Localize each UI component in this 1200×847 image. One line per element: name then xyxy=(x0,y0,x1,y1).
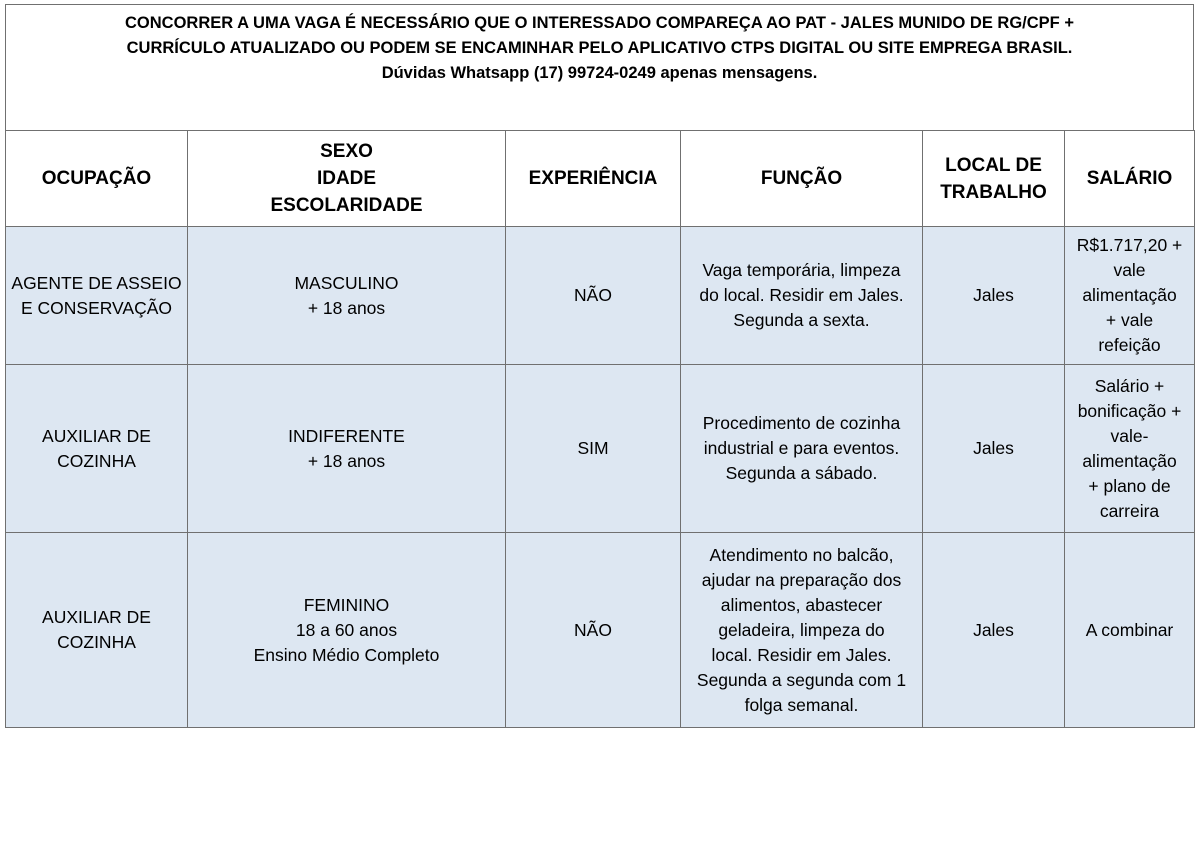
header-local-line-2: TRABALHO xyxy=(940,181,1047,203)
cell-salario xyxy=(1065,365,1195,533)
cell-local: Jales xyxy=(923,365,1065,533)
table-row xyxy=(6,227,1195,365)
cell-line: ajudar na preparação dos xyxy=(701,569,902,590)
cell-line: bonificação + xyxy=(1077,400,1182,421)
cell-line: Salário + xyxy=(1094,375,1165,396)
cell-line: Atendimento no balcão, xyxy=(709,544,894,565)
cell-line: COZINHA xyxy=(57,450,136,471)
cell-line: E CONSERVAÇÃO xyxy=(20,297,173,318)
table-header-row xyxy=(6,131,1195,227)
cell-line: Segunda a segunda com 1 xyxy=(696,669,907,690)
cell-line: A combinar xyxy=(1085,619,1174,640)
cell-experiencia: SIM xyxy=(506,365,681,533)
cell-local: Jales xyxy=(923,533,1065,728)
notice-line-2: CURRÍCULO ATUALIZADO OU PODEM SE ENCAMINHAR PELO APLICATIVO CTPS DIGITAL OU SITE EMPREGA BRASIL. xyxy=(126,39,1073,57)
cell-line: + 18 anos xyxy=(307,297,386,318)
cell-line: AGENTE DE ASSEIO xyxy=(11,272,182,293)
cell-line: 18 a 60 anos xyxy=(295,619,398,640)
cell-perfil xyxy=(188,533,506,728)
cell-line: + plano de xyxy=(1088,475,1171,496)
cell-perfil xyxy=(188,365,506,533)
table-row xyxy=(6,533,1195,728)
cell-line: + vale xyxy=(1105,310,1154,330)
job-vacancies-sheet xyxy=(5,4,1194,728)
cell-line: carreira xyxy=(1099,500,1160,521)
cell-line: + 18 anos xyxy=(307,450,386,471)
cell-line: geladeira, limpeza do xyxy=(718,619,885,640)
cell-line: refeição xyxy=(1098,335,1161,355)
cell-local: Jales xyxy=(923,227,1065,365)
cell-line: alimentação xyxy=(1082,285,1177,305)
cell-line: Segunda a sábado. xyxy=(725,463,878,483)
header-experiencia: EXPERIÊNCIA xyxy=(506,131,681,227)
cell-line: INDIFERENTE xyxy=(288,425,405,446)
cell-ocupacao xyxy=(6,227,188,365)
cell-salario xyxy=(1065,533,1195,728)
cell-line: vale xyxy=(1113,260,1146,280)
header-local-trabalho xyxy=(923,131,1065,227)
cell-line: MASCULINO xyxy=(294,272,399,293)
cell-line: Ensino Médio Completo xyxy=(253,644,440,665)
cell-salario xyxy=(1065,227,1195,365)
header-idade: IDADE xyxy=(316,168,377,189)
cell-line: local. Residir em Jales. xyxy=(711,644,892,665)
cell-line: vale- xyxy=(1110,425,1149,446)
notice-line-3: Dúvidas Whatsapp (17) 99724-0249 apenas mensagens. xyxy=(381,64,818,82)
cell-line: do local. Residir em Jales. xyxy=(699,285,904,305)
header-ocupacao: OCUPAÇÃO xyxy=(6,131,188,227)
cell-line: alimentação xyxy=(1082,450,1177,471)
header-sexo-idade-escolaridade xyxy=(188,131,506,227)
cell-line: industrial e para eventos. xyxy=(703,438,900,458)
header-funcao: FUNÇÃO xyxy=(681,131,923,227)
cell-funcao xyxy=(681,365,923,533)
cell-line: COZINHA xyxy=(57,632,136,652)
cell-funcao xyxy=(681,227,923,365)
header-sexo: SEXO xyxy=(320,141,373,162)
cell-line: Procedimento de cozinha xyxy=(702,413,901,433)
table-row xyxy=(6,365,1195,533)
header-local-line-1: LOCAL DE xyxy=(945,154,1042,176)
cell-line: AUXILIAR DE xyxy=(42,425,151,446)
cell-ocupacao xyxy=(6,533,188,728)
cell-experiencia: NÃO xyxy=(506,227,681,365)
cell-ocupacao xyxy=(6,365,188,533)
cell-line: Segunda a sexta. xyxy=(733,310,870,330)
cell-line: R$1.717,20 + xyxy=(1076,235,1183,255)
cell-perfil xyxy=(188,227,506,365)
cell-line: FEMININO xyxy=(303,594,390,615)
notice-banner xyxy=(5,4,1194,130)
cell-line: Vaga temporária, limpeza xyxy=(702,260,901,280)
cell-line: folga semanal. xyxy=(744,694,859,715)
vacancies-table xyxy=(5,130,1195,728)
cell-line: AUXILIAR DE xyxy=(42,607,151,627)
header-salario: SALÁRIO xyxy=(1065,131,1195,227)
cell-funcao xyxy=(681,533,923,728)
cell-experiencia: NÃO xyxy=(506,533,681,728)
notice-line-1: CONCORRER A UMA VAGA É NECESSÁRIO QUE O INTERESSADO COMPAREÇA AO PAT - JALES MUNIDO DE RG/CPF + xyxy=(125,14,1074,32)
header-escolaridade: ESCOLARIDADE xyxy=(270,195,423,216)
cell-line: alimentos, abastecer xyxy=(720,594,883,615)
